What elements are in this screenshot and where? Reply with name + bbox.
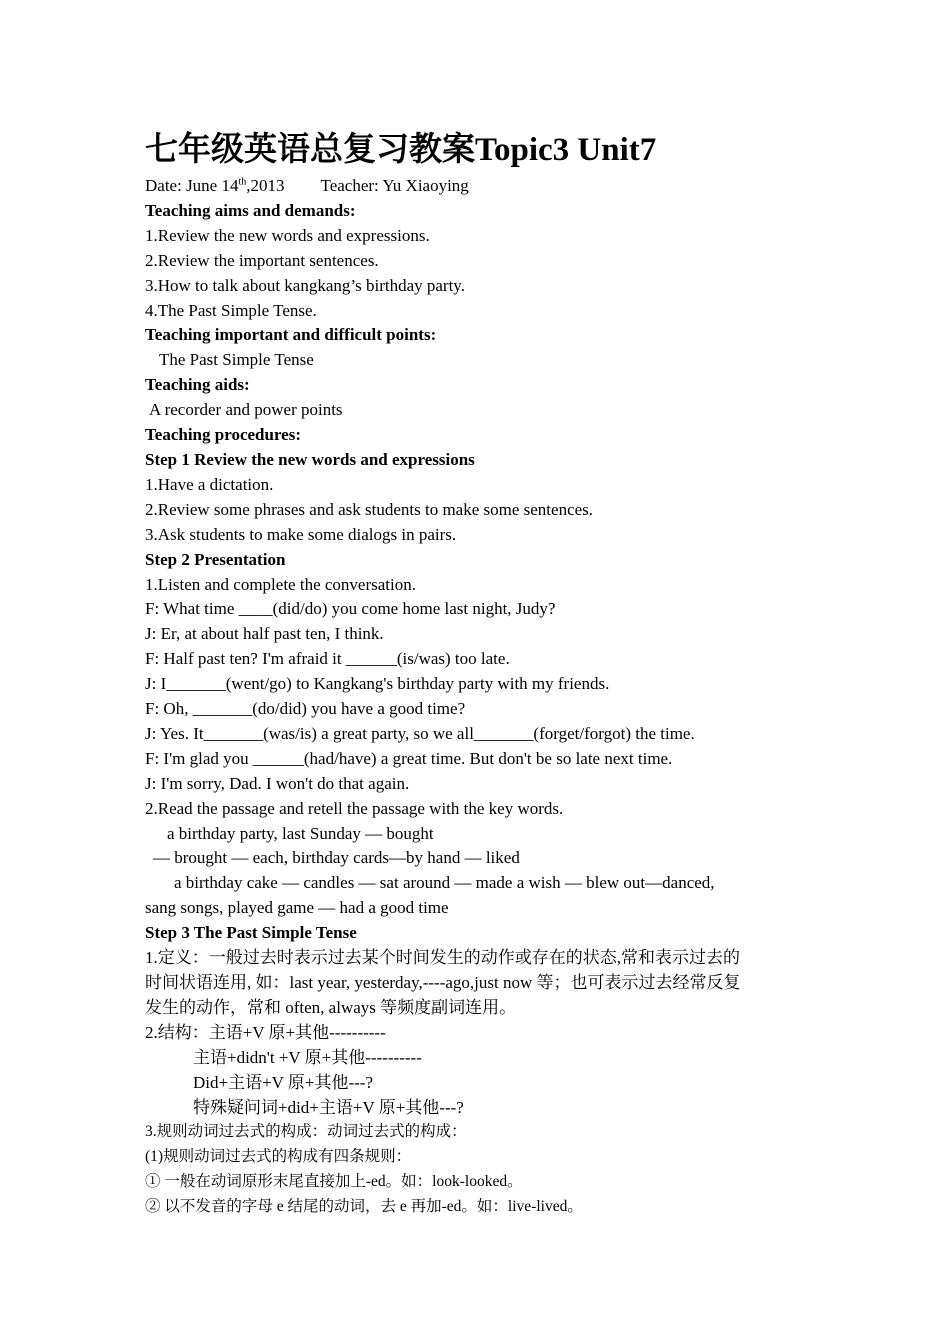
date-suffix: th	[238, 176, 247, 188]
aim-item: 4.The Past Simple Tense.	[145, 300, 317, 320]
retell-instruction: 2.Read the passage and retell the passage with the key words.	[145, 798, 564, 818]
teacher-name: Teacher: Yu Xiaoying	[320, 176, 469, 195]
rule-item: ② 以不发音的字母 e 结尾的动词，去 e 再加-ed。如：live-lived。	[145, 1198, 583, 1216]
step2-heading: Step 2 Presentation	[145, 549, 286, 569]
step2-intro: 1.Listen and complete the conversation.	[145, 574, 416, 594]
date-label: Date: June 14	[145, 176, 239, 195]
aim-item: 3.How to talk about kangkang’s birthday party.	[145, 275, 465, 295]
step1-item: 3.Ask students to make some dialogs in pairs.	[145, 524, 457, 544]
dialog-line: F: I'm glad you ______(had/have) a great time. But don't be so late next time.	[145, 748, 673, 768]
keyword-line: sang songs, played game — had a good time	[145, 898, 449, 918]
structure-heading: 2.结构：主语+V 原+其他----------	[145, 1022, 386, 1042]
date-year: ,2013	[246, 176, 285, 195]
date-teacher-line	[145, 174, 810, 199]
aids-text: A recorder and power points	[149, 400, 343, 420]
step1-item: 1.Have a dictation.	[145, 474, 274, 494]
dialog-line: J: I_______(went/go) to Kangkang's birthday party with my friends.	[145, 674, 610, 694]
dialog-line: J: Er, at about half past ten, I think.	[145, 624, 384, 644]
points-heading: Teaching important and difficult points:	[145, 325, 437, 345]
aim-item: 2.Review the important sentences.	[145, 250, 379, 270]
keyword-line: a birthday party, last Sunday — bought	[167, 823, 434, 843]
aids-heading: Teaching aids:	[145, 375, 250, 395]
definition-line: 1.定义：一般过去时表示过去某个时间发生的动作或存在的状态,常和表示过去的	[145, 948, 740, 968]
keyword-line: a birthday cake — candles — sat around — made a wish — blew out—danced,	[174, 873, 715, 893]
dialog-line: F: Half past ten? I'm afraid it ______(is/was) too late.	[145, 649, 510, 669]
keyword-line: — brought — each, birthday cards—by hand — liked	[153, 848, 520, 868]
points-text: The Past Simple Tense	[159, 350, 314, 370]
aims-heading: Teaching aims and demands:	[145, 200, 356, 220]
aim-item: 1.Review the new words and expressions.	[145, 225, 430, 245]
dialog-line: F: Oh, _______(do/did) you have a good time?	[145, 699, 466, 719]
procedures-heading: Teaching procedures:	[145, 425, 302, 445]
dialog-line: J: Yes. It_______(was/is) a great party, so we all_______(forget/forgot) the time.	[145, 723, 695, 743]
dialog-line: J: I'm sorry, Dad. I won't do that again.	[145, 773, 410, 793]
structure-line: 特殊疑问词+did+主语+V 原+其他---?	[193, 1097, 464, 1117]
step3-heading: Step 3 The Past Simple Tense	[145, 923, 357, 943]
rules-intro: (1)规则动词过去式的构成有四条规则：	[145, 1148, 412, 1166]
document-title: 七年级英语总复习教案Topic3 Unit7	[145, 132, 657, 168]
rule-item: ① 一般在动词原形末尾直接加上-ed。如：look-looked。	[145, 1173, 523, 1191]
step1-item: 2.Review some phrases and ask students to make some sentences.	[145, 499, 594, 519]
rules-heading: 3.规则动词过去式的构成：动词过去式的构成：	[145, 1123, 467, 1141]
structure-line: Did+主语+V 原+其他---?	[193, 1072, 374, 1092]
step1-heading: Step 1 Review the new words and expressions	[145, 449, 475, 469]
document-body	[145, 128, 810, 1220]
definition-line: 发生的动作，常和 often, always 等频度副词连用。	[145, 997, 517, 1017]
definition-line: 时间状语连用, 如：last year, yesterday,----ago,just now 等；也可表示过去经常反复	[145, 973, 741, 992]
dialog-line: F: What time ____(did/do) you come home last night, Judy?	[145, 599, 556, 619]
structure-line: 主语+didn't +V 原+其他----------	[193, 1047, 422, 1067]
